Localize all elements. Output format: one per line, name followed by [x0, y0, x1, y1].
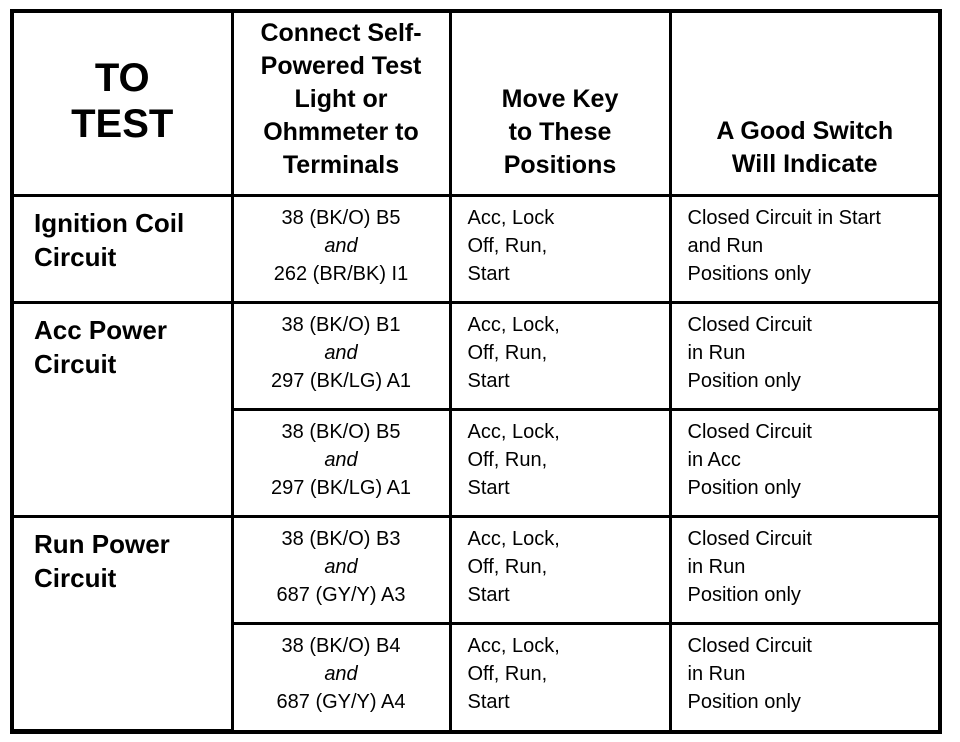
header-good-switch	[670, 13, 938, 195]
header-line: Will Indicate	[731, 150, 878, 178]
terminal-conjunction: and	[324, 341, 358, 364]
header-line: Powered Test	[260, 52, 422, 80]
header-line: Terminals	[282, 151, 400, 179]
header-line: Move Key	[501, 85, 619, 113]
indicate-text: Closed Circuit	[687, 527, 812, 550]
test-label-line: Acc Power	[34, 314, 167, 345]
indicate-text: Positions only	[687, 262, 811, 285]
table-row	[14, 516, 938, 623]
test-label-line: Circuit	[34, 348, 117, 379]
position-text: Start	[467, 583, 510, 606]
test-label-line: Circuit	[34, 241, 117, 272]
terminal-text: 38 (BK/O) B4	[281, 634, 401, 657]
header-row	[14, 13, 938, 195]
position-text: Acc, Lock,	[467, 527, 560, 550]
position-text: Off, Run,	[467, 555, 548, 578]
indicate-text: Position only	[687, 583, 801, 606]
indicate-text: in Run	[687, 555, 746, 578]
indicate-text: Closed Circuit	[687, 420, 812, 443]
row-indicate	[670, 623, 938, 730]
position-text: Start	[467, 262, 510, 285]
row-indicate	[670, 409, 938, 516]
terminal-text: 38 (BK/O) B5	[281, 206, 401, 229]
terminal-text: 38 (BK/O) B5	[281, 420, 401, 443]
indicate-text: Closed Circuit in Start	[687, 206, 881, 229]
header-connect-terminals	[232, 13, 450, 195]
row-positions	[450, 195, 670, 302]
indicate-text: Position only	[687, 690, 801, 713]
terminal-conjunction: and	[324, 555, 358, 578]
indicate-text: in Run	[687, 341, 746, 364]
terminal-text: 262 (BR/BK) I1	[273, 262, 409, 285]
header-line: A Good Switch	[716, 117, 894, 145]
row-terminals	[232, 516, 450, 623]
position-text: Acc, Lock,	[467, 420, 560, 443]
position-text: Start	[467, 369, 510, 392]
position-text: Off, Run,	[467, 662, 548, 685]
test-label-line: Circuit	[34, 562, 117, 593]
row-indicate	[670, 302, 938, 409]
row-terminals	[232, 623, 450, 730]
terminal-conjunction: and	[324, 448, 358, 471]
terminal-text: 38 (BK/O) B3	[281, 527, 401, 550]
row-terminals	[232, 409, 450, 516]
test-label-line: Ignition Coil	[34, 207, 185, 238]
table-row	[14, 195, 938, 302]
row-indicate	[670, 516, 938, 623]
indicate-text: in Run	[687, 662, 746, 685]
indicate-text: Closed Circuit	[687, 313, 812, 336]
row-terminals	[232, 302, 450, 409]
position-text: Acc, Lock,	[467, 634, 560, 657]
row-positions	[450, 409, 670, 516]
terminal-text: 297 (BK/LG) A1	[270, 476, 412, 499]
row-test-label	[14, 302, 232, 516]
position-text: Start	[467, 476, 510, 499]
position-text: Start	[467, 690, 510, 713]
test-label-line: Run Power	[34, 528, 170, 559]
position-text: Acc, Lock	[467, 206, 555, 229]
header-line: TEST	[71, 102, 174, 146]
header-to-test	[14, 13, 232, 195]
header-line: Connect Self-	[260, 19, 422, 47]
terminal-text: 687 (GY/Y) A3	[276, 583, 406, 606]
test-table-frame	[10, 9, 942, 734]
row-test-label	[14, 516, 232, 730]
row-indicate	[670, 195, 938, 302]
terminal-conjunction: and	[324, 234, 358, 257]
row-positions	[450, 516, 670, 623]
header-line: TO	[94, 56, 150, 100]
position-text: Off, Run,	[467, 341, 548, 364]
indicate-text: in Acc	[687, 448, 741, 471]
terminal-text: 38 (BK/O) B1	[281, 313, 401, 336]
header-line: to These	[508, 118, 612, 146]
terminal-conjunction: and	[324, 662, 358, 685]
row-terminals	[232, 195, 450, 302]
table-row	[14, 302, 938, 409]
position-text: Off, Run,	[467, 234, 548, 257]
position-text: Acc, Lock,	[467, 313, 560, 336]
switch-test-table	[14, 13, 938, 732]
header-line: Light or	[294, 85, 388, 113]
indicate-text: Position only	[687, 369, 801, 392]
indicate-text: Closed Circuit	[687, 634, 812, 657]
header-line: Ohmmeter to	[263, 118, 419, 146]
indicate-text: and Run	[687, 234, 764, 257]
row-positions	[450, 302, 670, 409]
row-positions	[450, 623, 670, 730]
row-test-label	[14, 195, 232, 302]
terminal-text: 297 (BK/LG) A1	[270, 369, 412, 392]
terminal-text: 687 (GY/Y) A4	[276, 690, 406, 713]
position-text: Off, Run,	[467, 448, 548, 471]
indicate-text: Position only	[687, 476, 801, 499]
header-line: Positions	[503, 151, 617, 179]
header-move-key	[450, 13, 670, 195]
